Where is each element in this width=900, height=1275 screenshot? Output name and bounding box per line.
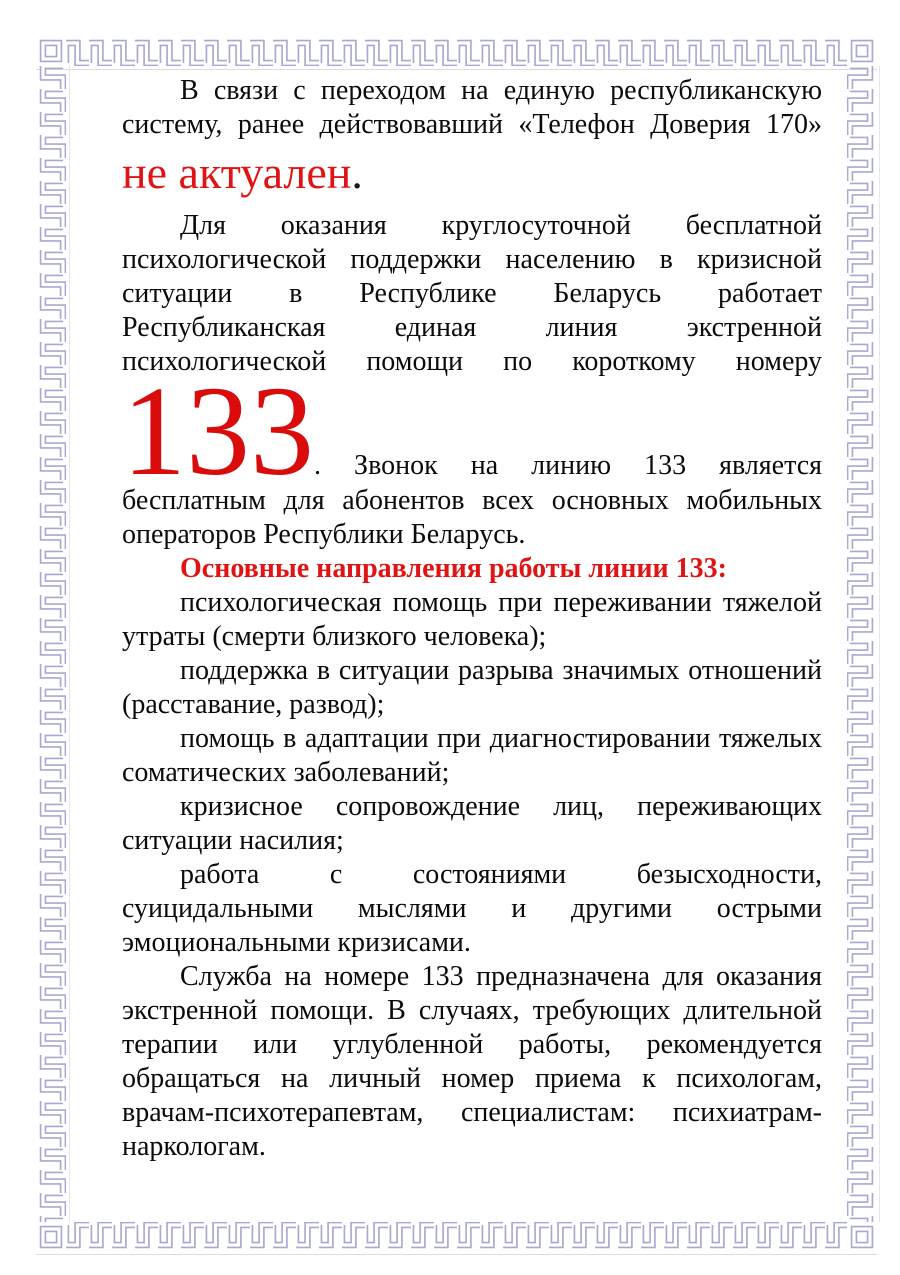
text-line — [122, 108, 822, 142]
text-line — [122, 722, 822, 756]
text-line — [122, 586, 822, 620]
intro-paragraph — [122, 74, 822, 142]
text-segment: экстренной помощи. В случаях, требующих длительной — [122, 994, 822, 1026]
text-line — [122, 311, 822, 345]
text-line — [122, 994, 822, 1028]
text-segment: Республиканская единая линия экстренной — [122, 312, 822, 343]
direction-item-illness — [122, 722, 822, 790]
text-segment: помощь в адаптации при диагностировании тяжелых — [180, 722, 822, 754]
hotline-number: 133 — [122, 360, 314, 502]
text-line — [122, 654, 822, 688]
text-line — [122, 790, 822, 824]
text-line — [122, 1130, 822, 1164]
text-line — [122, 620, 822, 654]
text-segment: психологическая помощь при переживании тяжелой — [180, 586, 822, 618]
section-heading-text: Основные направления работы линии 133: — [180, 552, 727, 584]
document-content — [122, 74, 822, 1164]
text-segment: поддержка в ситуации разрыва значимых отношений — [180, 654, 822, 686]
text-line — [122, 756, 822, 790]
not-actual-statement — [122, 142, 822, 209]
text-line — [122, 74, 822, 108]
service-description-paragraph — [122, 209, 822, 379]
text-segment: операторов Республики Беларусь. — [122, 518, 526, 550]
not-actual-red-text: не актуален — [122, 147, 352, 198]
text-segment: терапии или углубленной работы, рекомендуется — [122, 1028, 822, 1060]
text-line — [122, 484, 822, 518]
text-segment: . — [351, 147, 363, 198]
text-line — [122, 960, 822, 994]
text-line — [122, 243, 822, 277]
text-segment: психологической помощи по короткому номеру — [122, 346, 822, 377]
text-segment: суицидальными мыслями и другими острыми — [122, 892, 822, 924]
direction-item-crisis — [122, 858, 822, 960]
text-line — [122, 858, 822, 892]
text-segment: бесплатным для абонентов всех основных мобильных — [122, 484, 822, 516]
text-line — [122, 892, 822, 926]
text-segment: . — [314, 450, 321, 481]
text-line — [122, 1062, 822, 1096]
text-segment: обращаться на личный номер приема к психологам, — [122, 1062, 822, 1094]
text-segment: В связи с переходом на единую республиканскую — [180, 75, 822, 106]
direction-item-violence — [122, 790, 822, 858]
direction-item-breakup — [122, 654, 822, 722]
text-line — [122, 1028, 822, 1062]
text-segment: кризисное сопровождение лиц, переживающих — [180, 790, 822, 822]
text-line — [122, 209, 822, 243]
text-segment: систему, ранее действовавший «Телефон Доверия 170» — [122, 109, 822, 140]
text-line — [122, 142, 822, 209]
text-line — [122, 518, 822, 552]
text-segment: ситуации насилия; — [122, 824, 344, 856]
text-segment: психологической поддержки населению в кризисной — [122, 244, 822, 275]
text-segment: (расставание, развод); — [122, 688, 385, 720]
closing-paragraph — [122, 960, 822, 1164]
direction-item-grief — [122, 586, 822, 654]
text-line — [122, 552, 822, 586]
text-segment: соматических заболеваний; — [122, 756, 450, 788]
text-line — [122, 926, 822, 960]
text-line — [122, 824, 822, 858]
text-segment: работа с состояниями безысходности, — [180, 858, 822, 890]
text-line — [122, 1096, 822, 1130]
text-segment: Звонок на линию 133 является — [321, 450, 822, 481]
text-line — [122, 277, 822, 311]
text-segment: Для оказания круглосуточной бесплатной — [180, 210, 822, 241]
text-segment: наркологам. — [122, 1130, 266, 1162]
text-segment: утраты (смерти близкого человека); — [122, 620, 547, 652]
text-segment: врачам-психотерапевтам, специалистам: психиатрам- — [122, 1096, 822, 1128]
directions-heading — [122, 552, 822, 586]
text-segment: эмоциональными кризисами. — [122, 926, 471, 958]
text-segment: ситуации в Республике Беларусь работает — [122, 278, 822, 309]
text-segment: Служба на номере 133 предназначена для оказания — [180, 960, 822, 992]
text-line — [122, 688, 822, 722]
